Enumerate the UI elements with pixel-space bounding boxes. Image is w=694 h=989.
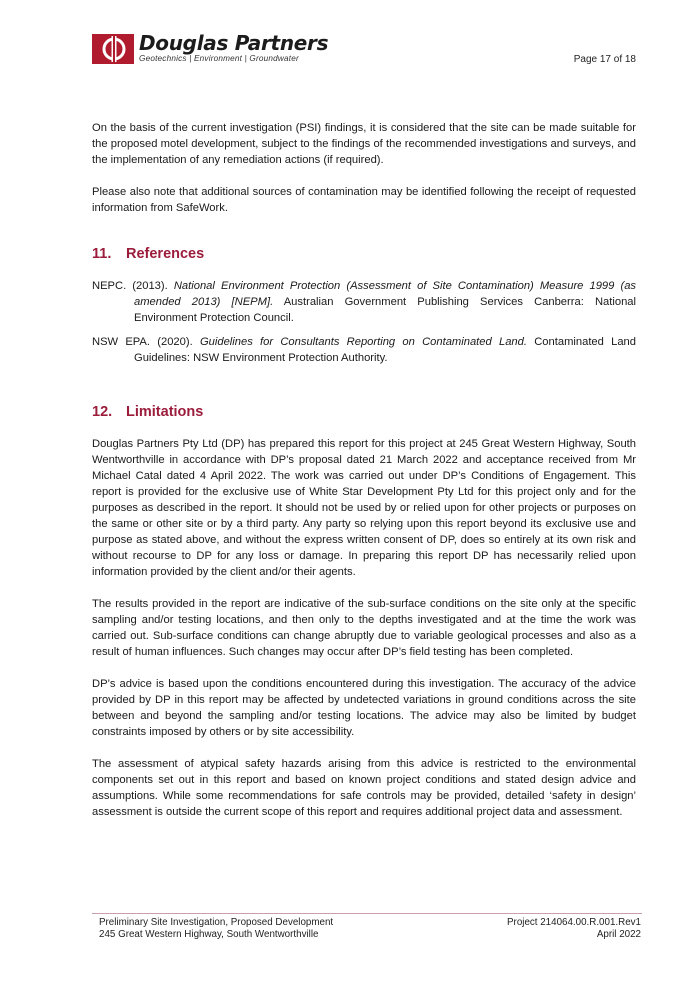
company-logo	[92, 31, 329, 68]
limitations-heading-title: Limitations	[126, 404, 204, 420]
reference-title: National Environment Protection (Assessment of Site Contamination) Measure 1999 (as amended 2013) [NEPM].	[134, 280, 637, 308]
company-name: Douglas Partners	[139, 31, 329, 55]
limitations-heading-number: 12.	[92, 404, 113, 420]
footer-date: April 2022	[596, 929, 641, 940]
limitations-paragraph-3: DP’s advice is based upon the conditions encountered during this investigation. The accuracy of the advice provided by DP in this report may be affected by undetected variations in ground conditions across the site between and beyond the sampling and/or testing locations. The advice may also be limited by budget constraints imposed by others or by site accessibility.	[92, 678, 636, 738]
references-heading	[92, 246, 636, 262]
references-heading-title: References	[126, 246, 205, 262]
limitations-paragraph-1: Douglas Partners Pty Ltd (DP) has prepared this report for this project at 245 Great Western Highway, South Wentworthville in accordance with DP’s proposal dated 21 March 2022 and acceptance received from Mr Michael Catal dated 4 April 2022. The work was carried out under DP’s Conditions of Engagement. This report is provided for the exclusive use of White Star Development Pty Ltd for this project only and for the purposes as described in the report. It should not be used by or relied upon for other projects or purposes on the same or other site or by a third party. Any party so relying upon this report beyond its exclusive use and purpose as stated above, and without the express written consent of DP, does so entirely at its own risk and without recourse to DP for any loss or damage. In preparing this report DP has necessarily relied upon information provided by the client and/or their agents.	[92, 438, 636, 578]
reference-title: Guidelines for Consultants Reporting on Contaminated Land.	[199, 336, 527, 348]
intro-paragraph-1: On the basis of the current investigation (PSI) findings, it is considered that the site can be made suitable for the proposed motel development, subject to the findings of the recommended investigations and surveys, and the implementation of any remediation actions (if required).	[92, 122, 636, 166]
limitations-heading	[92, 404, 636, 420]
footer-divider	[92, 913, 642, 914]
company-tagline: Geotechnics | Environment | Groundwater	[139, 54, 299, 63]
intro-paragraph-2: Please also note that additional sources of contamination may be identified following the receipt of requested information from SafeWork.	[92, 186, 636, 214]
reference-item-nepc	[92, 278, 636, 326]
references-heading-number: 11.	[92, 246, 112, 262]
footer-right	[507, 917, 641, 941]
douglas-partners-logo-icon	[92, 34, 134, 64]
footer-left	[99, 917, 333, 941]
limitations-paragraph-2: The results provided in the report are indicative of the sub-surface conditions on the site only at the specific sampling and/or testing locations, and then only to the depths investigated and at the time the work was carried out. Sub-surface conditions can change abruptly due to variable geological processes and also as a result of human influences. Such changes may occur after DP’s field testing has been completed.	[92, 598, 636, 658]
report-body	[92, 120, 636, 836]
footer-report-title: Preliminary Site Investigation, Proposed Development	[99, 917, 334, 928]
footer-project-number: Project 214064.00.R.001.Rev1	[507, 917, 641, 928]
page-number: Page 17 of 18	[573, 54, 636, 65]
reference-rest: Australian Government Publishing Services Canberra: National Environment Protection Council.	[134, 296, 636, 324]
footer-site-address: 245 Great Western Highway, South Wentworthville	[99, 929, 319, 940]
reference-lead: NSW EPA. (2020).	[92, 336, 200, 348]
reference-item-nsw-epa	[92, 334, 636, 366]
limitations-paragraph-4: The assessment of atypical safety hazards arising from this advice is restricted to the environmental components set out in this report and based on known project conditions and stated design advice and assumptions. While some recommendations for safe controls may be provided, detailed ‘safety in design’ assessment is outside the current scope of this report and requires additional project data and assessment.	[92, 758, 636, 818]
reference-rest: Contaminated Land Guidelines: NSW Environment Protection Authority.	[134, 336, 637, 364]
reference-lead: NEPC. (2013).	[92, 280, 174, 292]
